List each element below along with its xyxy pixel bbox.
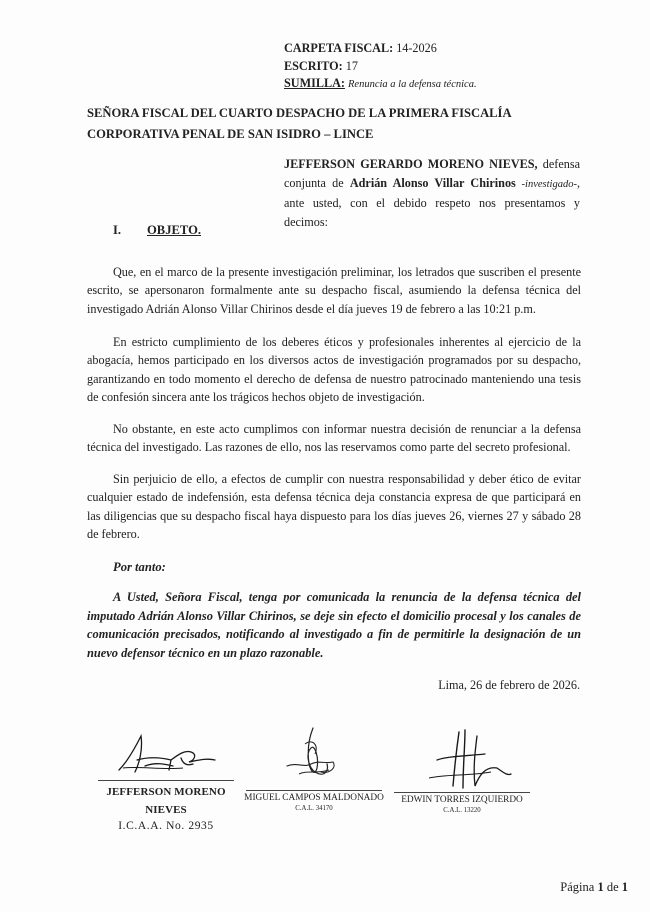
page-middle: de — [603, 880, 622, 894]
por-tanto-heading: Por tanto: — [113, 560, 166, 574]
page-prefix: Página — [560, 880, 598, 894]
section-heading — [113, 221, 201, 239]
handwritten-signature-2 — [269, 724, 359, 790]
carpeta-fiscal-value: 14-2026 — [396, 41, 437, 55]
escrito-label: ESCRITO: — [284, 58, 343, 73]
signature-block-3 — [392, 726, 532, 815]
escrito-value: 17 — [345, 58, 358, 73]
signature-line-1 — [98, 780, 234, 781]
signer-license-2: C.A.L. 34170 — [295, 805, 333, 812]
sumilla-line — [284, 75, 477, 94]
signer-name-2: MIGUEL CAMPOS MALDONADO — [244, 793, 384, 803]
section-number: I. — [113, 223, 122, 237]
body-paragraph-2: En estricto cumplimiento de los deberes éticos y profesionales inherentes al ejercicio de la abogacía, hemos participado en los diversos actos de investigación programados por su despacho, garantizando en todo momento el derecho de defensa de nuestro patrocinado manteniendo una tesis de confesión sincera ante los trágicos hechos objeto de investigación. — [87, 335, 581, 404]
handwritten-signature-1 — [111, 730, 221, 780]
addressee: SEÑORA FISCAL DEL CUARTO DESPACHO DE LA PRIMERA FISCALÍA CORPORATIVA PENAL DE SAN ISIDRO – LINCE — [87, 106, 511, 141]
signature-line-3 — [394, 792, 530, 793]
carpeta-fiscal-label: CARPETA FISCAL: — [284, 41, 394, 55]
escrito-line — [284, 58, 477, 76]
body-paragraph-1: Que, en el marco de la presente investigación preliminar, los letrados que suscriben el presente escrito, se apersonaron formalmente ante su despacho fiscal, asumiendo la defensa técnica del investigado Adrián Alonso Villar Chirinos desde el día jueves 19 de febrero a las 10:21 p.m. — [87, 265, 581, 316]
sumilla-value: Renuncia a la defensa técnica. — [348, 79, 477, 90]
body-paragraph-4: Sin perjuicio de ello, a efectos de cumplir con nuestra responsabilidad y deber ético de evitar cualquier estado de indefensión, esta defensa técnica deja constancia expresa de que participará en las diligencias que su despacho fiscal haya dispuesto para los días jueves 26, viernes 27 y sábado 28 de febrero. — [87, 472, 581, 541]
page-number — [560, 878, 628, 896]
intro-paragraph — [284, 155, 580, 232]
signer-license-3: C.A.L. 13220 — [443, 807, 481, 814]
intro-text-1: defensa conjunta de — [284, 157, 580, 190]
signer-license-1: I.C.A.A. No. 2935 — [118, 820, 214, 832]
document-date: Lima, 26 de febrero de 2026. — [438, 678, 580, 692]
signer-name-3: EDWIN TORRES IZQUIERDO — [401, 795, 523, 805]
signature-line-2 — [246, 790, 382, 791]
page-current: 1 — [597, 880, 604, 894]
document-header — [284, 40, 477, 94]
body-paragraph-3: No obstante, en este acto cumplimos con informar nuestra decisión de renunciar a la defensa técnica del investigado. Las razones de ello, nos las reservamos como parte del secreto profesional. — [87, 422, 581, 455]
signature-block-2 — [244, 724, 384, 813]
client-name: Adrián Alonso Villar Chirinos — [349, 176, 516, 190]
signer-name-1: JEFFERSON MORENO NIEVES — [106, 786, 226, 816]
signature-block-1 — [96, 730, 236, 833]
client-role: -investigado- — [515, 179, 577, 190]
handwritten-signature-3 — [407, 726, 517, 792]
carpeta-fiscal-line — [284, 40, 477, 58]
section-title: OBJETO. — [147, 223, 202, 237]
closing-request: A Usted, Señora Fiscal, tenga por comunicada la renuncia de la defensa técnica del imputado Adrián Alonso Villar Chirinos, se deje sin efecto el domicilio procesal y los canales de comunicación precisados, notificando al investigado a fin de permitirle la designación de un nuevo defensor técnico en un plazo razonable. — [87, 590, 581, 660]
lawyer-name: JEFFERSON GERARDO MORENO NIEVES, — [284, 157, 538, 171]
page-total: 1 — [621, 880, 628, 894]
intro-text-2: , ante usted, con el debido respeto nos presentamos y decimos: — [284, 176, 580, 229]
sumilla-label: SUMILLA: — [284, 76, 345, 90]
